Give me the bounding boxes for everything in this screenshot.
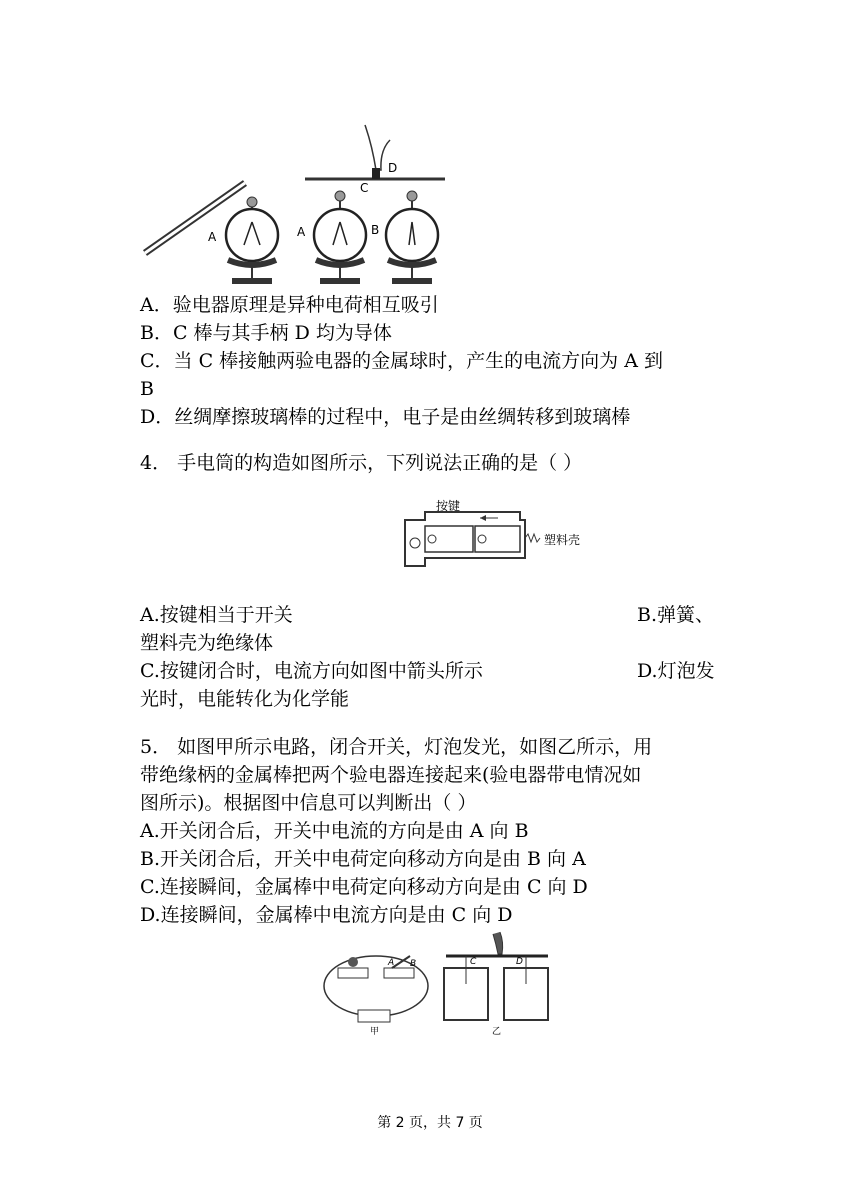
q4-option-b-end: 塑料壳为绝缘体 [140,632,274,654]
q4-option-a: A.按键相当于开关 [140,604,293,626]
q3-option-c-cont: B [140,378,154,400]
circuit-and-electroscope-figure [318,924,558,1036]
q5-option-b: B.开关闭合后，开关中电荷定向移动方向是由 B 向 A [140,848,586,870]
label-jia: 甲 [370,1027,380,1036]
q5-option-d: D.连接瞬间，金属棒中电流方向是由 C 向 D [140,904,513,926]
electroscope-figure [140,110,460,290]
label-c-yi: C [470,957,477,967]
electroscope-1 [226,197,278,284]
q4-option-c: C.按键闭合时，电流方向如图中箭头所示 [140,660,483,682]
label-d-yi: D [516,957,523,967]
label-b: B [371,223,380,237]
flashlight-figure [400,498,590,576]
q3-option-c: C．当 C 棒接触两验电器的金属球时，产生的电流方向为 A 到 [140,350,663,372]
circuit-jia [324,956,428,1036]
q5-stem-1: 5． 如图甲所示电路，闭合开关，灯泡发光，如图乙所示，用 [140,736,653,758]
electroscopes-yi [444,932,548,1036]
electroscope-3 [386,191,438,284]
label-shell: 塑料壳 [544,533,581,547]
q4-option-b-start: B.弹簧、 [637,604,715,626]
label-a-1: A [208,230,217,244]
q4-option-d-end: 光时，电能转化为化学能 [140,688,350,710]
label-yi: 乙 [492,1027,502,1036]
label-switch-b: B [410,959,417,969]
q5-option-c: C.连接瞬间，金属棒中电荷定向移动方向是由 C 向 D [140,876,588,898]
q3-option-a: A．验电器原理是异种电荷相互吸引 [140,294,439,316]
q3-option-b: B．C 棒与其手柄 D 均为导体 [140,322,392,344]
label-c: C [360,181,369,195]
label-a-2: A [297,225,306,239]
q5-option-a: A.开关闭合后，开关中电流的方向是由 A 向 B [140,820,529,842]
page-footer: 第 2 页，共 7 页 [377,1115,483,1131]
electroscope-2 [314,191,366,284]
label-button: 按键 [436,499,461,513]
label-switch-a: A [388,958,395,968]
q4-stem: 4． 手电筒的构造如图所示，下列说法正确的是（ ） [140,452,583,474]
q3-option-d: D．丝绸摩擦玻璃棒的过程中，电子是由丝绸转移到玻璃棒 [140,406,631,428]
label-d: D [388,161,398,175]
q5-stem-3: 图所示)。根据图中信息可以判断出（ ） [140,792,477,814]
q4-option-d-start: D.灯泡发 [637,660,715,682]
q5-stem-2: 带绝缘柄的金属棒把两个验电器连接起来(验电器带电情况如 [140,764,642,786]
